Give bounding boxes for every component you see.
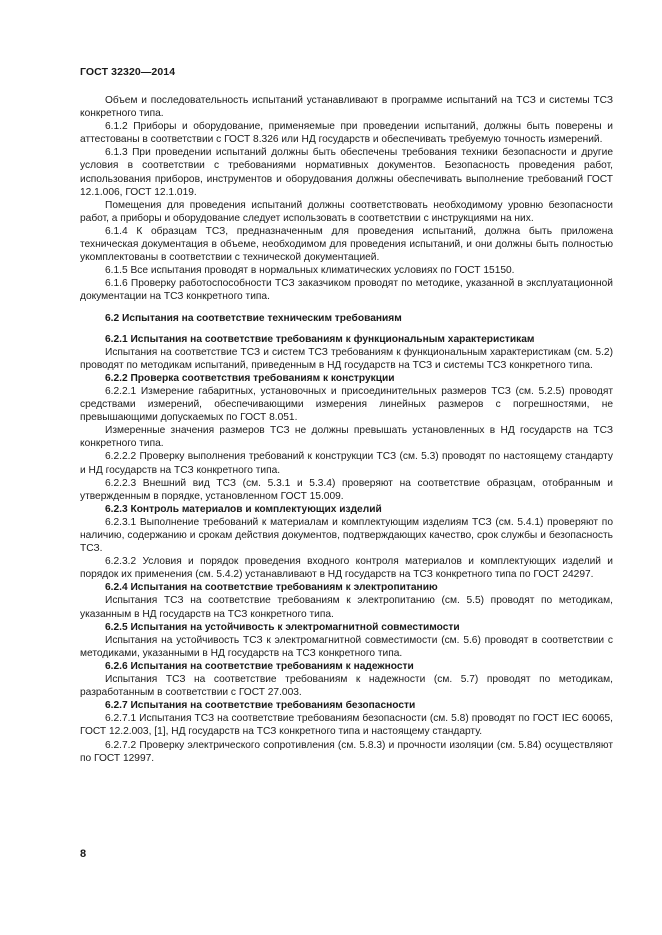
paragraph: 6.1.3 При проведении испытаний должны быть обеспечены требования техники безопасности и другие условия в соответствии с требованиями нормативных документов. Безопасность проведения работ, использования приборов, инструментов и оборудования должны обеспечивать выполнение требований ГОСТ 12.1.006, ГОСТ 12.1.019. — [80, 147, 613, 198]
subsection-heading-6-2-4: 6.2.4 Испытания на соответствие требованиям к электропитанию — [105, 582, 438, 594]
subsection-heading-6-2-2: 6.2.2 Проверка соответствия требованиям к конструкции — [105, 372, 395, 384]
document-body — [80, 94, 613, 765]
paragraph: 6.1.6 Проверку работоспособности ТСЗ заказчиком проводят по методике, указанной в эксплуатационной документации на ТСЗ конкретного типа. — [80, 278, 613, 303]
section-heading-6-2: 6.2 Испытания на соответствие техническим требованиям — [105, 312, 402, 324]
document-header: ГОСТ 32320—2014 — [80, 66, 176, 78]
paragraph: Испытания на соответствие ТСЗ и систем ТСЗ требованиям к функциональным характеристикам (см. 5.2) проводят по методикам испытаний, приведенным в НД государств на ТСЗ и системы ТСЗ конкретного типа. — [80, 346, 613, 371]
paragraph: 6.2.7.2 Проверку электрического сопротивления (см. 5.8.3) и прочности изоляции (см. 5.84) осуществляют по ГОСТ 12997. — [80, 739, 613, 764]
subsection-heading-6-2-5: 6.2.5 Испытания на устойчивость к электромагнитной совместимости — [105, 621, 460, 633]
paragraph: Испытания ТСЗ на соответствие требованиям к надежности (см. 5.7) проводят по методикам, разработанным в соответствии с ГОСТ 27.003. — [80, 674, 613, 699]
paragraph: Помещения для проведения испытаний должны соответствовать необходимому уровню безопасности работ, а приборы и оборудование следует использовать в соответствии с инструкциями на них. — [80, 199, 613, 224]
paragraph: Измеренные значения размеров ТСЗ не должны превышать установленных в НД государств на ТСЗ конкретного типа. — [80, 425, 613, 450]
paragraph: 6.1.2 Приборы и оборудование, применяемые при проведении испытаний, должны быть поверены и аттестованы в соответствии с ГОСТ 8.326 или НД государств и обеспечивать требуемую точность измерений. — [80, 121, 613, 146]
paragraph: Испытания ТСЗ на соответствие требованиям к электропитанию (см. 5.5) проводят по методикам, указанным в НД государств на ТСЗ конкретного типа. — [80, 595, 613, 620]
paragraph: Объем и последовательность испытаний устанавливают в программе испытаний на ТСЗ и системы ТСЗ конкретного типа. — [80, 95, 613, 120]
paragraph: 6.2.2.3 Внешний вид ТСЗ (см. 5.3.1 и 5.3.4) проверяют на соответствие образцам, отобранным и утвержденным в порядке, установленном ГОСТ 15.009. — [80, 477, 613, 502]
paragraph: 6.2.2.1 Измерение габаритных, установочных и присоединительных размеров ТСЗ (см. 5.2.5) проводят средствами измерений, обеспечивающими измерения линейных размеров с погрешностями, не превышающими допускаемых по ГОСТ 8.051. — [80, 385, 613, 424]
paragraph: Испытания на устойчивость ТСЗ к электромагнитной совместимости (см. 5.6) проводят в соответствии с методиками, указанными в НД государств на ТСЗ конкретного типа. — [80, 634, 613, 659]
paragraph: 6.2.7.1 Испытания ТСЗ на соответствие требованиям безопасности (см. 5.8) проводят по ГОСТ IEC 60065, ГОСТ 12.2.003, [1], НД государств на ТСЗ конкретного типа и настоящему стандарту. — [80, 713, 613, 738]
page-number: 8 — [80, 848, 87, 860]
subsection-heading-6-2-3: 6.2.3 Контроль материалов и комплектующих изделий — [105, 503, 382, 515]
paragraph: 6.2.3.1 Выполнение требований к материалам и комплектующим изделиям ТСЗ (см. 5.4.1) проверяют по наличию, содержанию и срокам действия документов, подтверждающих качество, срок службы и безопасность ТСЗ. — [80, 516, 613, 555]
paragraph: 6.2.2.2 Проверку выполнения требований к конструкции ТСЗ (см. 5.3) проводят по настоящему стандарту и НД государств на ТСЗ конкретного типа. — [80, 451, 613, 476]
paragraph: 6.1.4 К образцам ТСЗ, предназначенным для проведения испытаний, должна быть приложена техническая документация в объеме, необходимом для проведения испытаний, и они должны быть полностью укомплектованы в соответствии с технической документацией. — [80, 225, 613, 264]
subsection-heading-6-2-1: 6.2.1 Испытания на соответствие требованиям к функциональным характеристикам — [105, 333, 535, 345]
paragraph: 6.2.3.2 Условия и порядок проведения входного контроля материалов и комплектующих изделий и порядок их применения (см. 5.4.2) устанавливают в НД государств на ТСЗ конкретного типа по ГОСТ 24297. — [80, 556, 613, 581]
subsection-heading-6-2-6: 6.2.6 Испытания на соответствие требованиям к надежности — [105, 660, 414, 672]
paragraph: 6.1.5 Все испытания проводят в нормальных климатических условиях по ГОСТ 15150. — [105, 265, 515, 277]
subsection-heading-6-2-7: 6.2.7 Испытания на соответствие требованиям безопасности — [105, 700, 416, 712]
